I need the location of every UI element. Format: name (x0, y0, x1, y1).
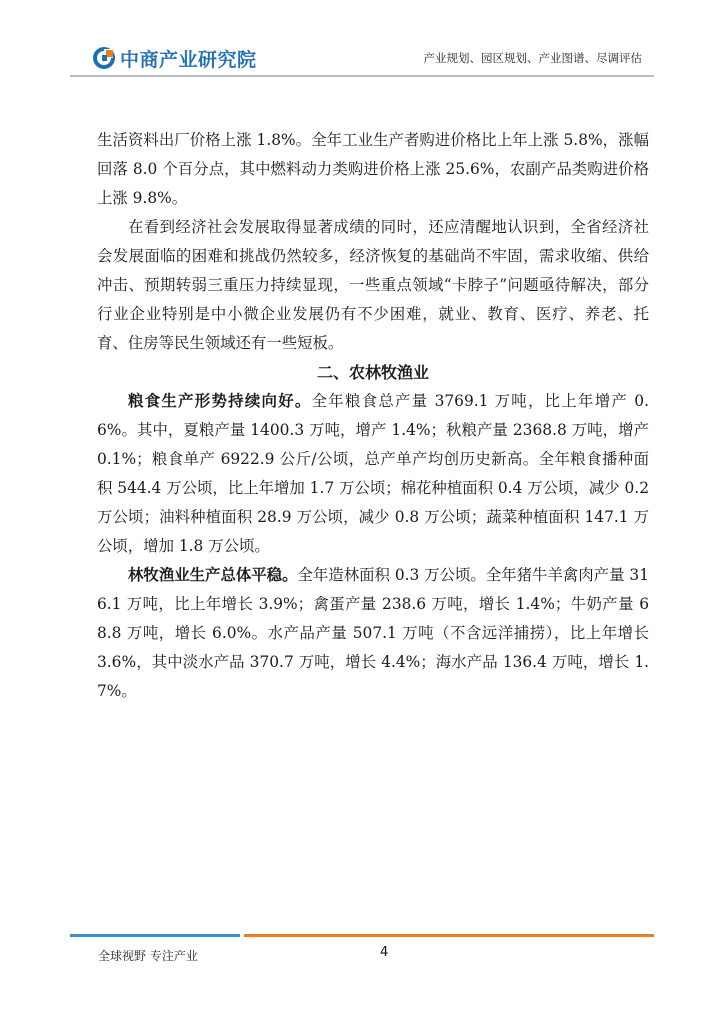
paragraph-grain-text: 全年粮食总产量 3769.1 万吨，比上年增产 0.6%。其中，夏粮产量 1400.3 万吨，增产 1.4%；秋粮产量 2368.8 万吨，增产 0.1%；粮食单产 6922.9 公斤/公顷，总产单产均创历史新高。全年粮食播种面积 544.4 万公顷，比上年增加 1.7 万公顷；棉花种植面积 0.4 万公顷，减少 0.2 万公顷；油料种植面积 28.9 万公顷，减少 0.8 万公顷；蔬菜种植面积 147.1 万公顷，增加 1.8 万公顷。 (97, 392, 649, 555)
header-divider (70, 75, 654, 77)
page-number: 4 (380, 945, 389, 960)
company-logo (92, 44, 257, 72)
paragraph-forestry-text: 全年造林面积 0.3 万公顷。全年猪牛羊禽肉产量 316.1 万吨，比上年增长 3.9%；禽蛋产量 238.6 万吨，增长 1.4%；牛奶产量 68.8 万吨，增长 6.0%。水产品产量 507.1 万吨（不含远洋捕捞），比上年增长 3.6%，其中淡水产品 370.7 万吨，增长 4.4%；海水产品 136.4 万吨，增长 1.7%。 (97, 566, 649, 700)
document-body (97, 126, 649, 706)
page-header (0, 0, 724, 80)
logo-mark-icon (92, 46, 116, 70)
footer-divider-blue (70, 934, 240, 937)
logo-text: 中商产业研究院 (120, 48, 257, 71)
footer-slogan: 全球视野 专注产业 (98, 949, 198, 963)
paragraph-challenges: 在看到经济社会发展取得显著成绩的同时，还应清醒地认识到，全省经济社会发展面临的困难和挑战仍然较多，经济恢复的基础尚不牢固，需求收缩、供给冲击、预期转弱三重压力持续显现，一些重点领域“卡脖子”问题亟待解决，部分行业企业特别是中小微企业发展仍有不少困难，就业、教育、医疗、养老、托育、住房等民生领域还有一些短板。 (97, 218, 649, 352)
header-tagline: 产业规划、园区规划、产业图谱、尽调评估 (423, 51, 642, 65)
paragraph-prices: 生活资料出厂价格上涨 1.8%。全年工业生产者购进价格比上年上涨 5.8%，涨幅回落 8.0 个百分点，其中燃料动力类购进价格上涨 25.6%，农副产品类购进价格上涨 9.8%。 (97, 131, 649, 207)
footer-divider-orange (244, 934, 654, 937)
paragraph-grain-lead: 粮食生产形势持续向好。 (128, 392, 312, 410)
paragraph-forestry (97, 561, 649, 706)
section-heading: 二、农林牧渔业 (316, 363, 429, 382)
paragraph-forestry-lead: 林牧渔业生产总体平稳。 (128, 566, 298, 584)
paragraph-grain (97, 387, 649, 561)
